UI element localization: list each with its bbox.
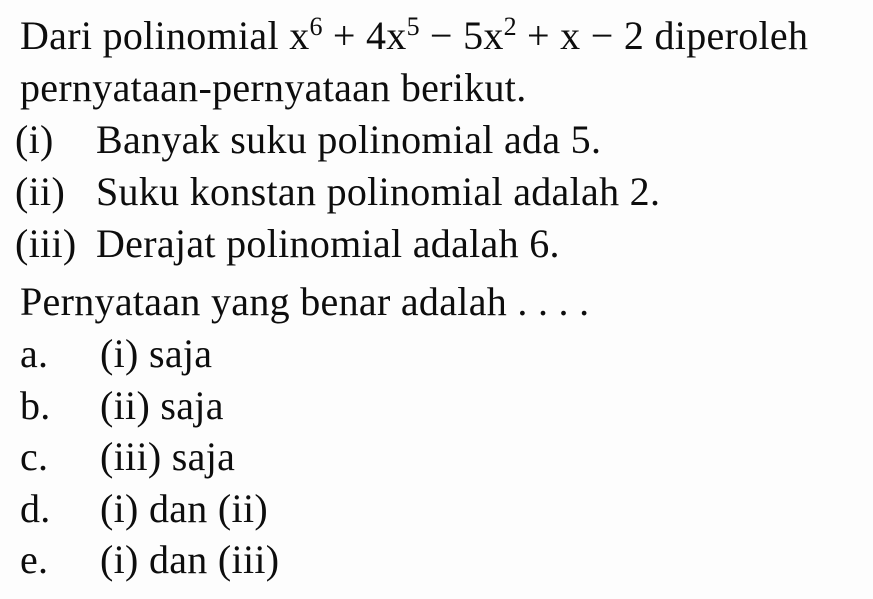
polynomial-expression bbox=[289, 13, 644, 58]
option-text: (i) dan (ii) bbox=[100, 485, 268, 531]
option-letter: b. bbox=[20, 382, 51, 428]
problem-intro-line1 bbox=[20, 10, 865, 62]
poly-operator-1: + bbox=[322, 13, 366, 58]
option-text: (iii) saja bbox=[100, 434, 236, 479]
option-text: (i) dan (iii) bbox=[100, 537, 280, 582]
option-text: (i) saja bbox=[100, 331, 213, 376]
poly-term1-exponent: 6 bbox=[309, 12, 323, 41]
statement-text: Suku konstan polinomial adalah 2. bbox=[96, 169, 661, 214]
option-letter: a. bbox=[20, 331, 49, 376]
statement-text: Derajat polinomial adalah 6. bbox=[96, 221, 560, 266]
answer-option-a bbox=[20, 328, 865, 380]
intro-suffix: diperoleh bbox=[644, 13, 809, 58]
answer-option-b bbox=[20, 380, 865, 432]
poly-term3-exponent: 2 bbox=[503, 12, 517, 41]
statement-text: Banyak suku polinomial ada 5. bbox=[96, 117, 602, 162]
statement-row-iii bbox=[15, 218, 865, 270]
statement-row-i bbox=[15, 114, 865, 166]
option-letter: e. bbox=[20, 537, 49, 582]
answer-option-d bbox=[20, 483, 865, 535]
poly-operator-2: − bbox=[419, 13, 464, 58]
poly-tail: + x − 2 bbox=[516, 13, 645, 58]
option-text: (ii) saja bbox=[100, 382, 224, 428]
intro-prefix: Dari polinomial bbox=[20, 13, 290, 58]
problem-intro-line2: pernyataan-pernyataan berikut. bbox=[20, 65, 527, 110]
statement-label: (i) bbox=[15, 117, 54, 162]
poly-term1-base: x bbox=[289, 13, 310, 58]
answer-option-c bbox=[20, 431, 865, 483]
poly-term2-exponent: 5 bbox=[406, 12, 420, 41]
poly-term2-base: 4x bbox=[365, 13, 407, 58]
poly-term3-base: 5x bbox=[463, 13, 504, 58]
statement-label: (iii) bbox=[15, 221, 77, 266]
answer-option-e bbox=[20, 534, 865, 586]
option-letter: c. bbox=[20, 434, 49, 479]
option-letter: d. bbox=[20, 485, 51, 531]
statement-row-ii bbox=[15, 166, 865, 218]
statement-label: (ii) bbox=[15, 169, 66, 214]
question-text: Pernyataan yang benar adalah . . . . bbox=[20, 279, 590, 324]
